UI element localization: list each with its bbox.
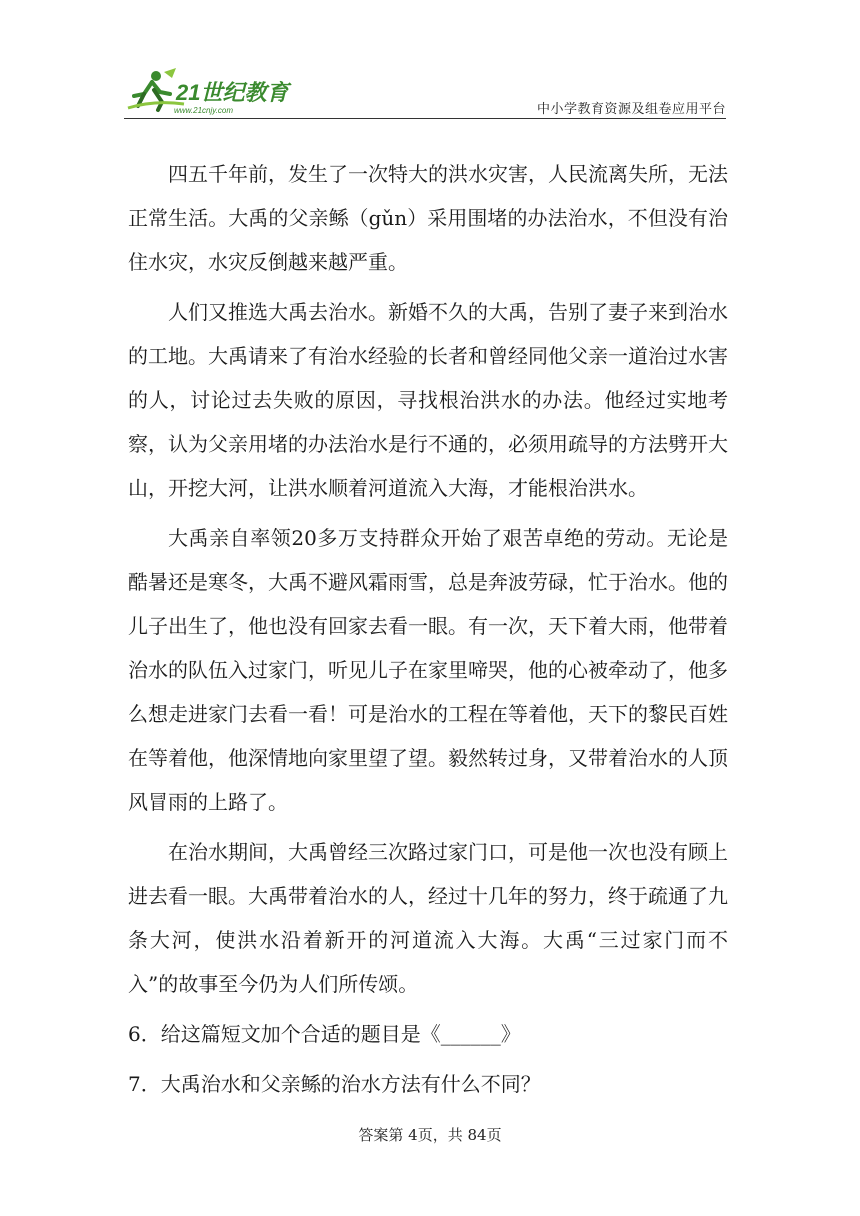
passage-paragraph: 大禹亲自率领20多万支持群众开始了艰苦卓绝的劳动。无论是酷暑还是寒冬，大禹不避风霜雨雪，总是奔波劳碌，忙于治水。他的儿子出生了，他也没有回家去看一眼。有一次，天下着大雨，他带着治水的队伍入过家门，听见儿子在家里啼哭，他的心被牵动了，他多么想走进家门去看一看！可是治水的工程在等着他，天下的黎民百姓在等着他，他深情地向家里望了望。毅然转过身，又带着治水的人顶风冒雨的上路了。 xyxy=(128,526,728,814)
document-body xyxy=(128,152,728,1112)
platform-text: 中小学教育资源及组卷应用平台 xyxy=(536,102,726,117)
header-divider xyxy=(124,118,726,119)
page-footer: 答案第 4页，共 84页 xyxy=(358,1126,502,1144)
question-6: 6．给这篇短文加个合适的题目是《______》 xyxy=(128,1022,521,1046)
logo-text: 21世纪教育 xyxy=(176,80,289,105)
passage-paragraph: 四五千年前，发生了一次特大的洪水灾害，人民流离失所，无法正常生活。大禹的父亲鲧（gǔn）采用围堵的办法治水，不但没有治住水灾，水灾反倒越来越严重。 xyxy=(128,162,728,274)
page-header xyxy=(124,64,726,118)
21cnjy-logo xyxy=(124,64,304,118)
question-7: 7．大禹治水和父亲鲧的治水方法有什么不同？ xyxy=(128,1072,541,1096)
passage-paragraph: 人们又推选大禹去治水。新婚不久的大禹，告别了妻子来到治水的工地。大禹请来了有治水经验的长者和曾经同他父亲一道治过水害的人，讨论过去失败的原因，寻找根治洪水的办法。他经过实地考察，认为父亲用堵的办法治水是行不通的，必须用疏导的方法劈开大山，开挖大河，让洪水顺着河道流入大海，才能根治洪水。 xyxy=(128,300,728,500)
passage-paragraph: 在治水期间，大禹曾经三次路过家门口，可是他一次也没有顾上进去看一眼。大禹带着治水的人，经过十几年的努力，终于疏通了九条大河，使洪水沿着新开的河道流入大海。大禹“三过家门而不入”的故事至今仍为人们所传颂。 xyxy=(128,840,728,996)
logo-url-text: www.21cnjy.com xyxy=(174,106,233,115)
